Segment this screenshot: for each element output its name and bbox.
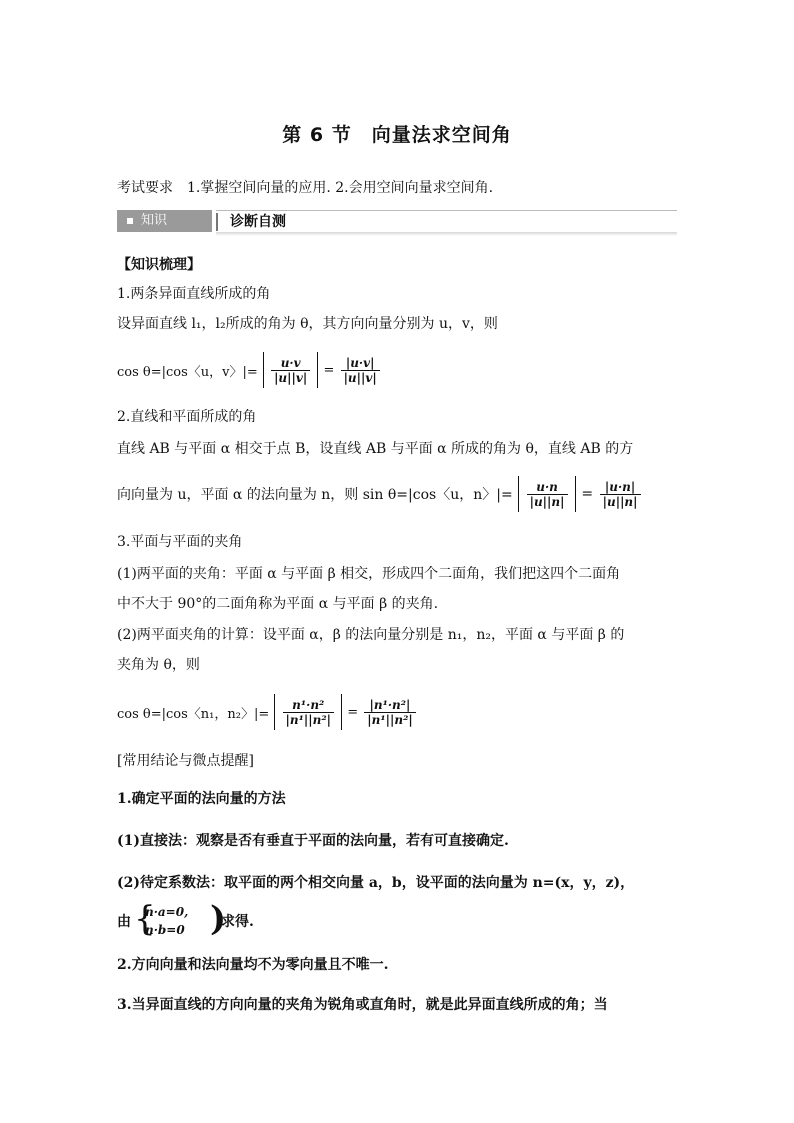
formula-line-plane: 向向量为 u，平面 α 的法向量为 n，则 sin θ=|cos〈u，n〉|= $\frac{u\cdot n}{|u||n|}$ = $\frac{|u\cdot n|}{|u||n|}$ — [117, 476, 643, 512]
t1-b: (2)待定系数法：取平面的两个相交向量 a，b，设平面的法向量为 n=(x，y，z)， — [117, 875, 635, 891]
right-paren: ) — [210, 899, 227, 939]
f2-frac1: $\frac{u\cdot n}{|u||n|}$ — [527, 480, 568, 509]
t2: 2.方向向量和法向量均不为零向量且不唯一. — [117, 957, 389, 973]
p3-text2: 中不大于 90°的二面角称为平面 α 与平面 β 的夹角. — [117, 596, 439, 612]
formula-dihedral: cos θ=|cos〈n₁，n₂〉|= $\frac{\text{n¹·n²}}{\text{|n¹||n²|}}$ = $\frac{\text{|n¹·n²|}}{\text{|n¹||n²|}}$ — [117, 694, 418, 730]
f1-frac1: $\frac{u\cdot v}{|u||v|}$ — [271, 356, 310, 385]
t1-c-row1: n·a=0, — [145, 905, 189, 919]
square-bullet-icon — [127, 218, 133, 224]
abs-bar — [263, 352, 264, 388]
f3-frac1: $\frac{\text{n¹·n²}}{\text{|n¹||n²|}}$ — [283, 698, 334, 727]
banner-diagnosis-label: 诊断自测 — [216, 210, 677, 233]
heading-tips: [常用结论与微点提醒] — [117, 753, 254, 769]
section-banner — [117, 210, 677, 232]
f2-frac2: $\frac{|u\cdot n|}{|u||n|}$ — [600, 480, 641, 509]
p3-text4: 夹角为 θ，则 — [117, 657, 200, 673]
t1-a: (1)直接法：观察是否有垂直于平面的法向量，若有可直接确定. — [117, 833, 509, 849]
f1-frac2: $\frac{|u\cdot v|}{|u||v|}$ — [341, 356, 380, 385]
banner-left-label: 知识 — [141, 213, 168, 228]
f3-lhs: cos θ=|cos〈n₁，n₂〉|= — [117, 706, 270, 722]
p1-heading: 1.两条异面直线所成的角 — [117, 286, 271, 302]
f1-lhs: cos θ=|cos〈u，v〉|= — [117, 364, 258, 380]
p2-text2: 向向量为 u，平面 α 的法向量为 n，则 sin θ=|cos〈u，n〉|= — [117, 487, 513, 503]
p2-heading: 2.直线和平面所成的角 — [117, 409, 257, 425]
f3-frac2: $\frac{\text{|n¹·n²|}}{\text{|n¹||n²|}}$ — [364, 698, 415, 727]
abs-bar — [317, 352, 318, 388]
t1-c-suffix: 求得. — [221, 914, 254, 930]
p3-text3: (2)两平面夹角的计算：设平面 α，β 的法向量分别是 n₁，n₂，平面 α 与平面 β 的 — [117, 627, 625, 643]
left-brace: { — [134, 899, 156, 939]
p3-text1: (1)两平面的夹角：平面 α 与平面 β 相交，形成四个二面角，我们把这四个二面角 — [117, 566, 621, 582]
page-title: 第 6 节 向量法求空间角 — [282, 124, 512, 146]
p2-text1: 直线 AB 与平面 α 相交于点 B，设直线 AB 与平面 α 所成的角为 θ，直线 AB 的方 — [117, 441, 634, 457]
abs-bar — [575, 476, 576, 512]
t1-heading: 1.确定平面的法向量的方法 — [117, 791, 286, 807]
t3: 3.当异面直线的方向向量的夹角为锐角或直角时，就是此异面直线所成的角；当 — [117, 997, 608, 1013]
banner-divider — [216, 232, 677, 236]
exam-requirements: 考试要求 1.掌握空间向量的应用. 2.会用空间向量求空间角. — [117, 180, 494, 196]
abs-bar — [274, 694, 275, 730]
p1-text: 设异面直线 l₁，l₂所成的角为 θ，其方向向量分别为 u，v，则 — [117, 316, 498, 332]
formula-line-angle: cos θ=|cos〈u，v〉|= $\frac{u\cdot v}{|u||v|}$ = $\frac{|u\cdot v|}{|u||v|}$ — [117, 352, 382, 388]
heading-knowledge: 【知识梳理】 — [117, 257, 201, 273]
banner-knowledge-tab — [117, 210, 212, 232]
t1-c-row2: n·b=0 — [145, 923, 185, 937]
abs-bar — [518, 476, 519, 512]
abs-bar — [341, 694, 342, 730]
t1-c-prefix: 由 — [117, 914, 131, 930]
p3-heading: 3.平面与平面的夹角 — [117, 534, 243, 550]
